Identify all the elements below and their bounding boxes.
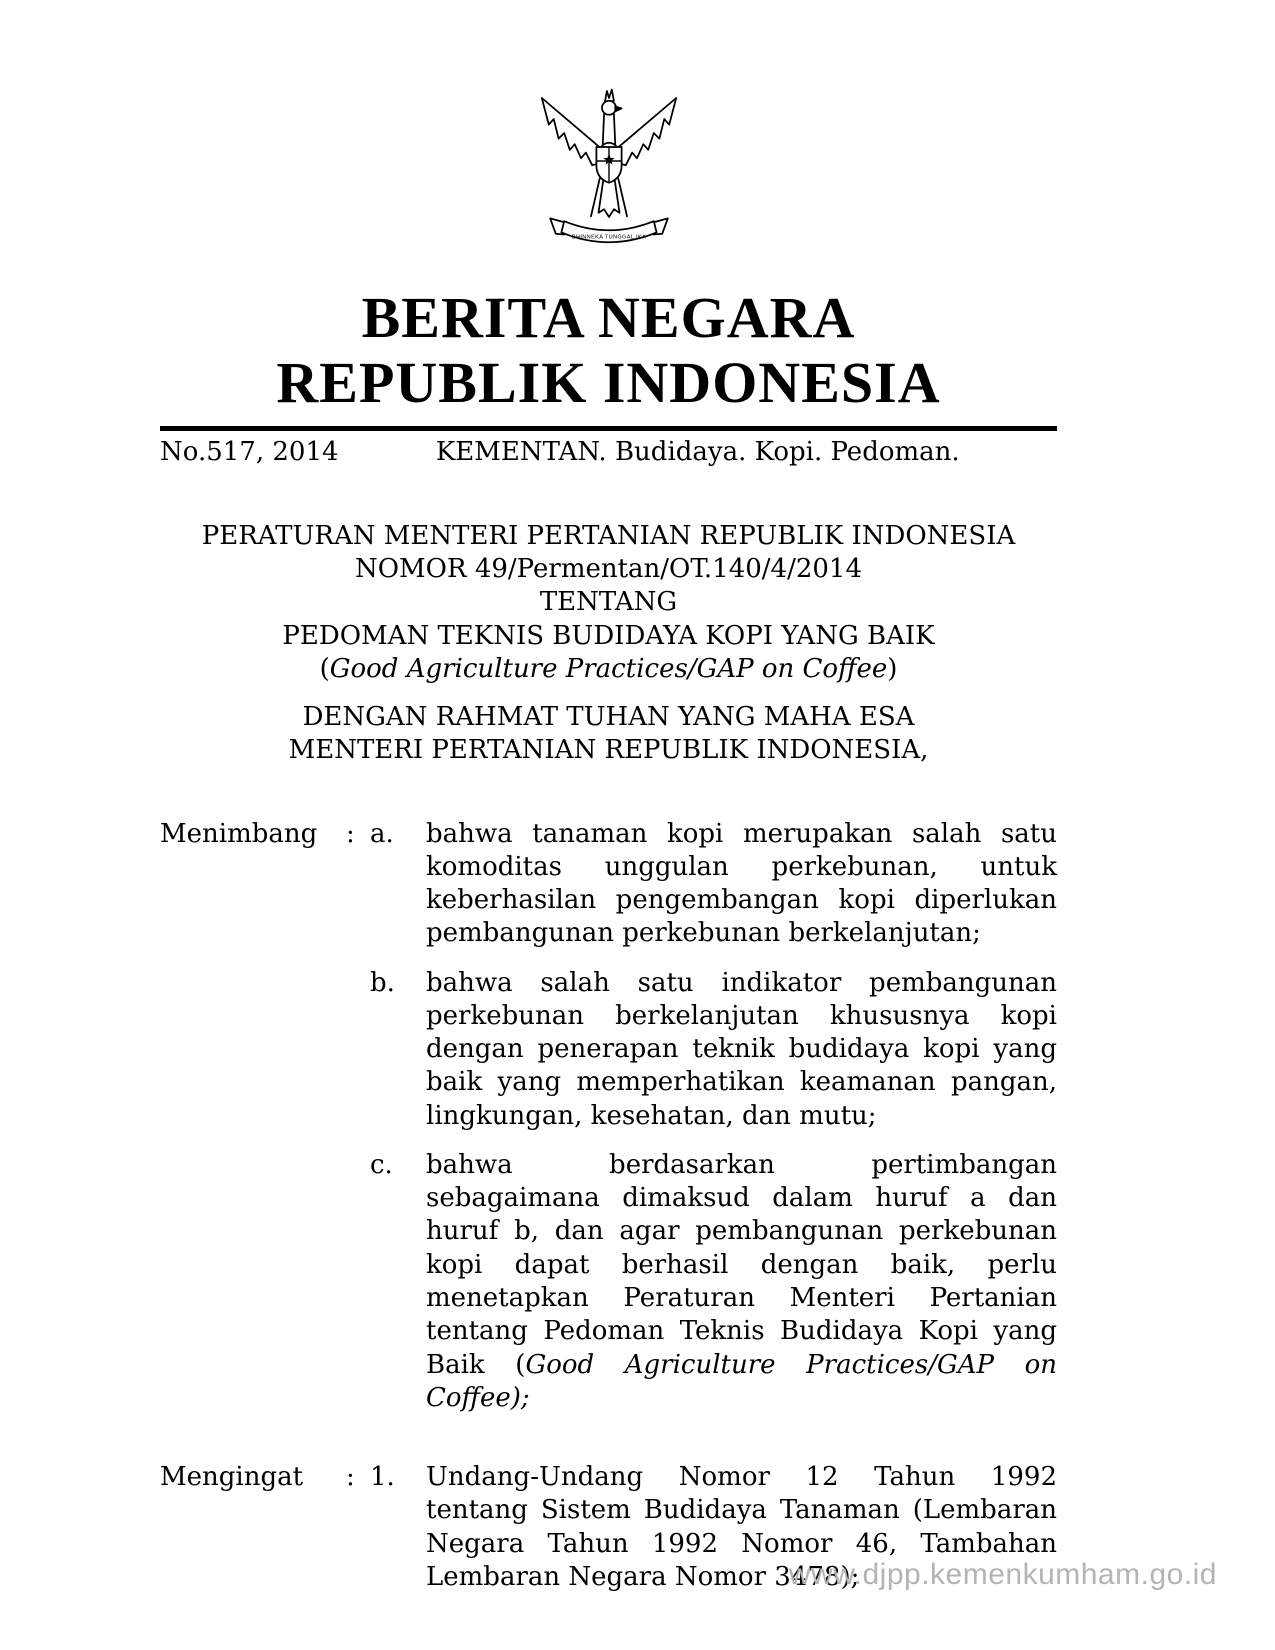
heading-spacer: [160, 686, 1057, 701]
invocation-line: DENGAN RAHMAT TUHAN YANG MAHA ESA: [302, 702, 915, 733]
regulation-subtitle-line: [160, 653, 1057, 686]
item-1-text-normal: Undang-Undang Nomor 12 Tahun 1992 tentang Sistem Budidaya Tanaman (Lembaran Negara Tahun 1992 Nomor 46, Tambahan Lembaran Negara Nomor 3478);: [426, 1462, 1057, 1592]
subtitle-italic-text: Good Agriculture Practices/GAP on Coffee: [329, 653, 888, 684]
item-a-text-normal: bahwa tanaman kopi merupakan salah satu komoditas unggulan perkebunan, untuk keberhasilan pengembangan kopi diperlukan pembangunan perkebunan berkelanjutan;: [426, 818, 1057, 949]
gazette-subject: KEMENTAN. Budidaya. Kopi. Pedoman.: [435, 436, 960, 467]
item-b-text-normal: bahwa salah satu indikator pembangunan perkebunan berkelanjutan khususnya kopi dengan penerapan teknik budidaya kopi yang baik yang memperhatikan keamanan pangan, lingkungan, kesehatan, dan mutu;: [426, 967, 1057, 1131]
clause-item-c: [370, 1149, 1057, 1415]
gazette-meta-row: [160, 436, 1057, 470]
item-c-text-normal: bahwa berdasarkan pertimbangan sebagaimana dimaksud dalam huruf a dan huruf b, dan agar pembangunan perkebunan kopi dapat berhasil dengan baik, perlu menetapkan Peraturan Menteri Pertanian tentang Pedoman Teknis Budidaya Kopi yang Baik (: [426, 1149, 1057, 1380]
emblem-head: [602, 101, 616, 115]
garuda-emblem: [160, 0, 1057, 252]
subtitle-open-paren: (: [319, 653, 330, 684]
item-a-marker: a.: [370, 818, 394, 849]
gazette-title-line2: REPUBLIK INDONESIA: [276, 349, 941, 415]
item-b-marker: b.: [370, 967, 395, 998]
clause-menimbang-separator: :: [346, 818, 355, 849]
regulation-tentang-line: TENTANG: [539, 587, 678, 618]
emblem-beak: [615, 106, 621, 111]
item-c-text-italic: Good Agriculture Practices/GAP on Coffee);: [426, 1349, 1058, 1413]
title-divider: [160, 426, 1057, 431]
item-1-marker: 1.: [370, 1462, 395, 1493]
gazette-number: No.517, 2014: [160, 436, 339, 467]
regulation-number-line: NOMOR 49/Permentan/OT.140/4/2014: [354, 553, 863, 584]
emblem-motto: BHINNEKA TUNGGAL IKA: [571, 234, 646, 241]
emblem-left-wing: [541, 98, 602, 165]
emblem-tail: [598, 179, 619, 217]
clause-menimbang-label: Menimbang: [160, 818, 318, 849]
regulation-heading: [160, 520, 1057, 768]
item-c-text: [426, 1149, 1057, 1415]
clause-mengingat-separator: :: [346, 1462, 355, 1493]
minister-line: MENTERI PERTANIAN REPUBLIK INDONESIA,: [288, 735, 929, 766]
clause-mengingat-label: Mengingat: [160, 1462, 304, 1493]
regulation-heading-line1: PERATURAN MENTERI PERTANIAN REPUBLIK INDONESIA: [201, 520, 1016, 551]
item-a-text: [426, 818, 1057, 951]
regulation-subject-line: PEDOMAN TEKNIS BUDIDAYA KOPI YANG BAIK: [282, 620, 935, 651]
watermark-url: www.djpp.kemenkumham.go.id: [788, 1558, 1217, 1591]
emblem-right-wing: [615, 98, 676, 165]
clause-menimbang: [160, 818, 1057, 1416]
clause-menimbang-items: [370, 818, 1057, 1416]
gazette-title: [160, 286, 1057, 416]
item-b-text: [426, 967, 1057, 1133]
page-content: [160, 0, 1057, 1594]
subtitle-close-paren: ): [887, 653, 898, 684]
clause-item-b: [370, 967, 1057, 1133]
item-c-marker: c.: [370, 1149, 393, 1180]
gazette-title-line1: BERITA NEGARA: [361, 285, 856, 350]
garuda-emblem-icon: [532, 84, 686, 252]
clause-item-a: [370, 818, 1057, 951]
